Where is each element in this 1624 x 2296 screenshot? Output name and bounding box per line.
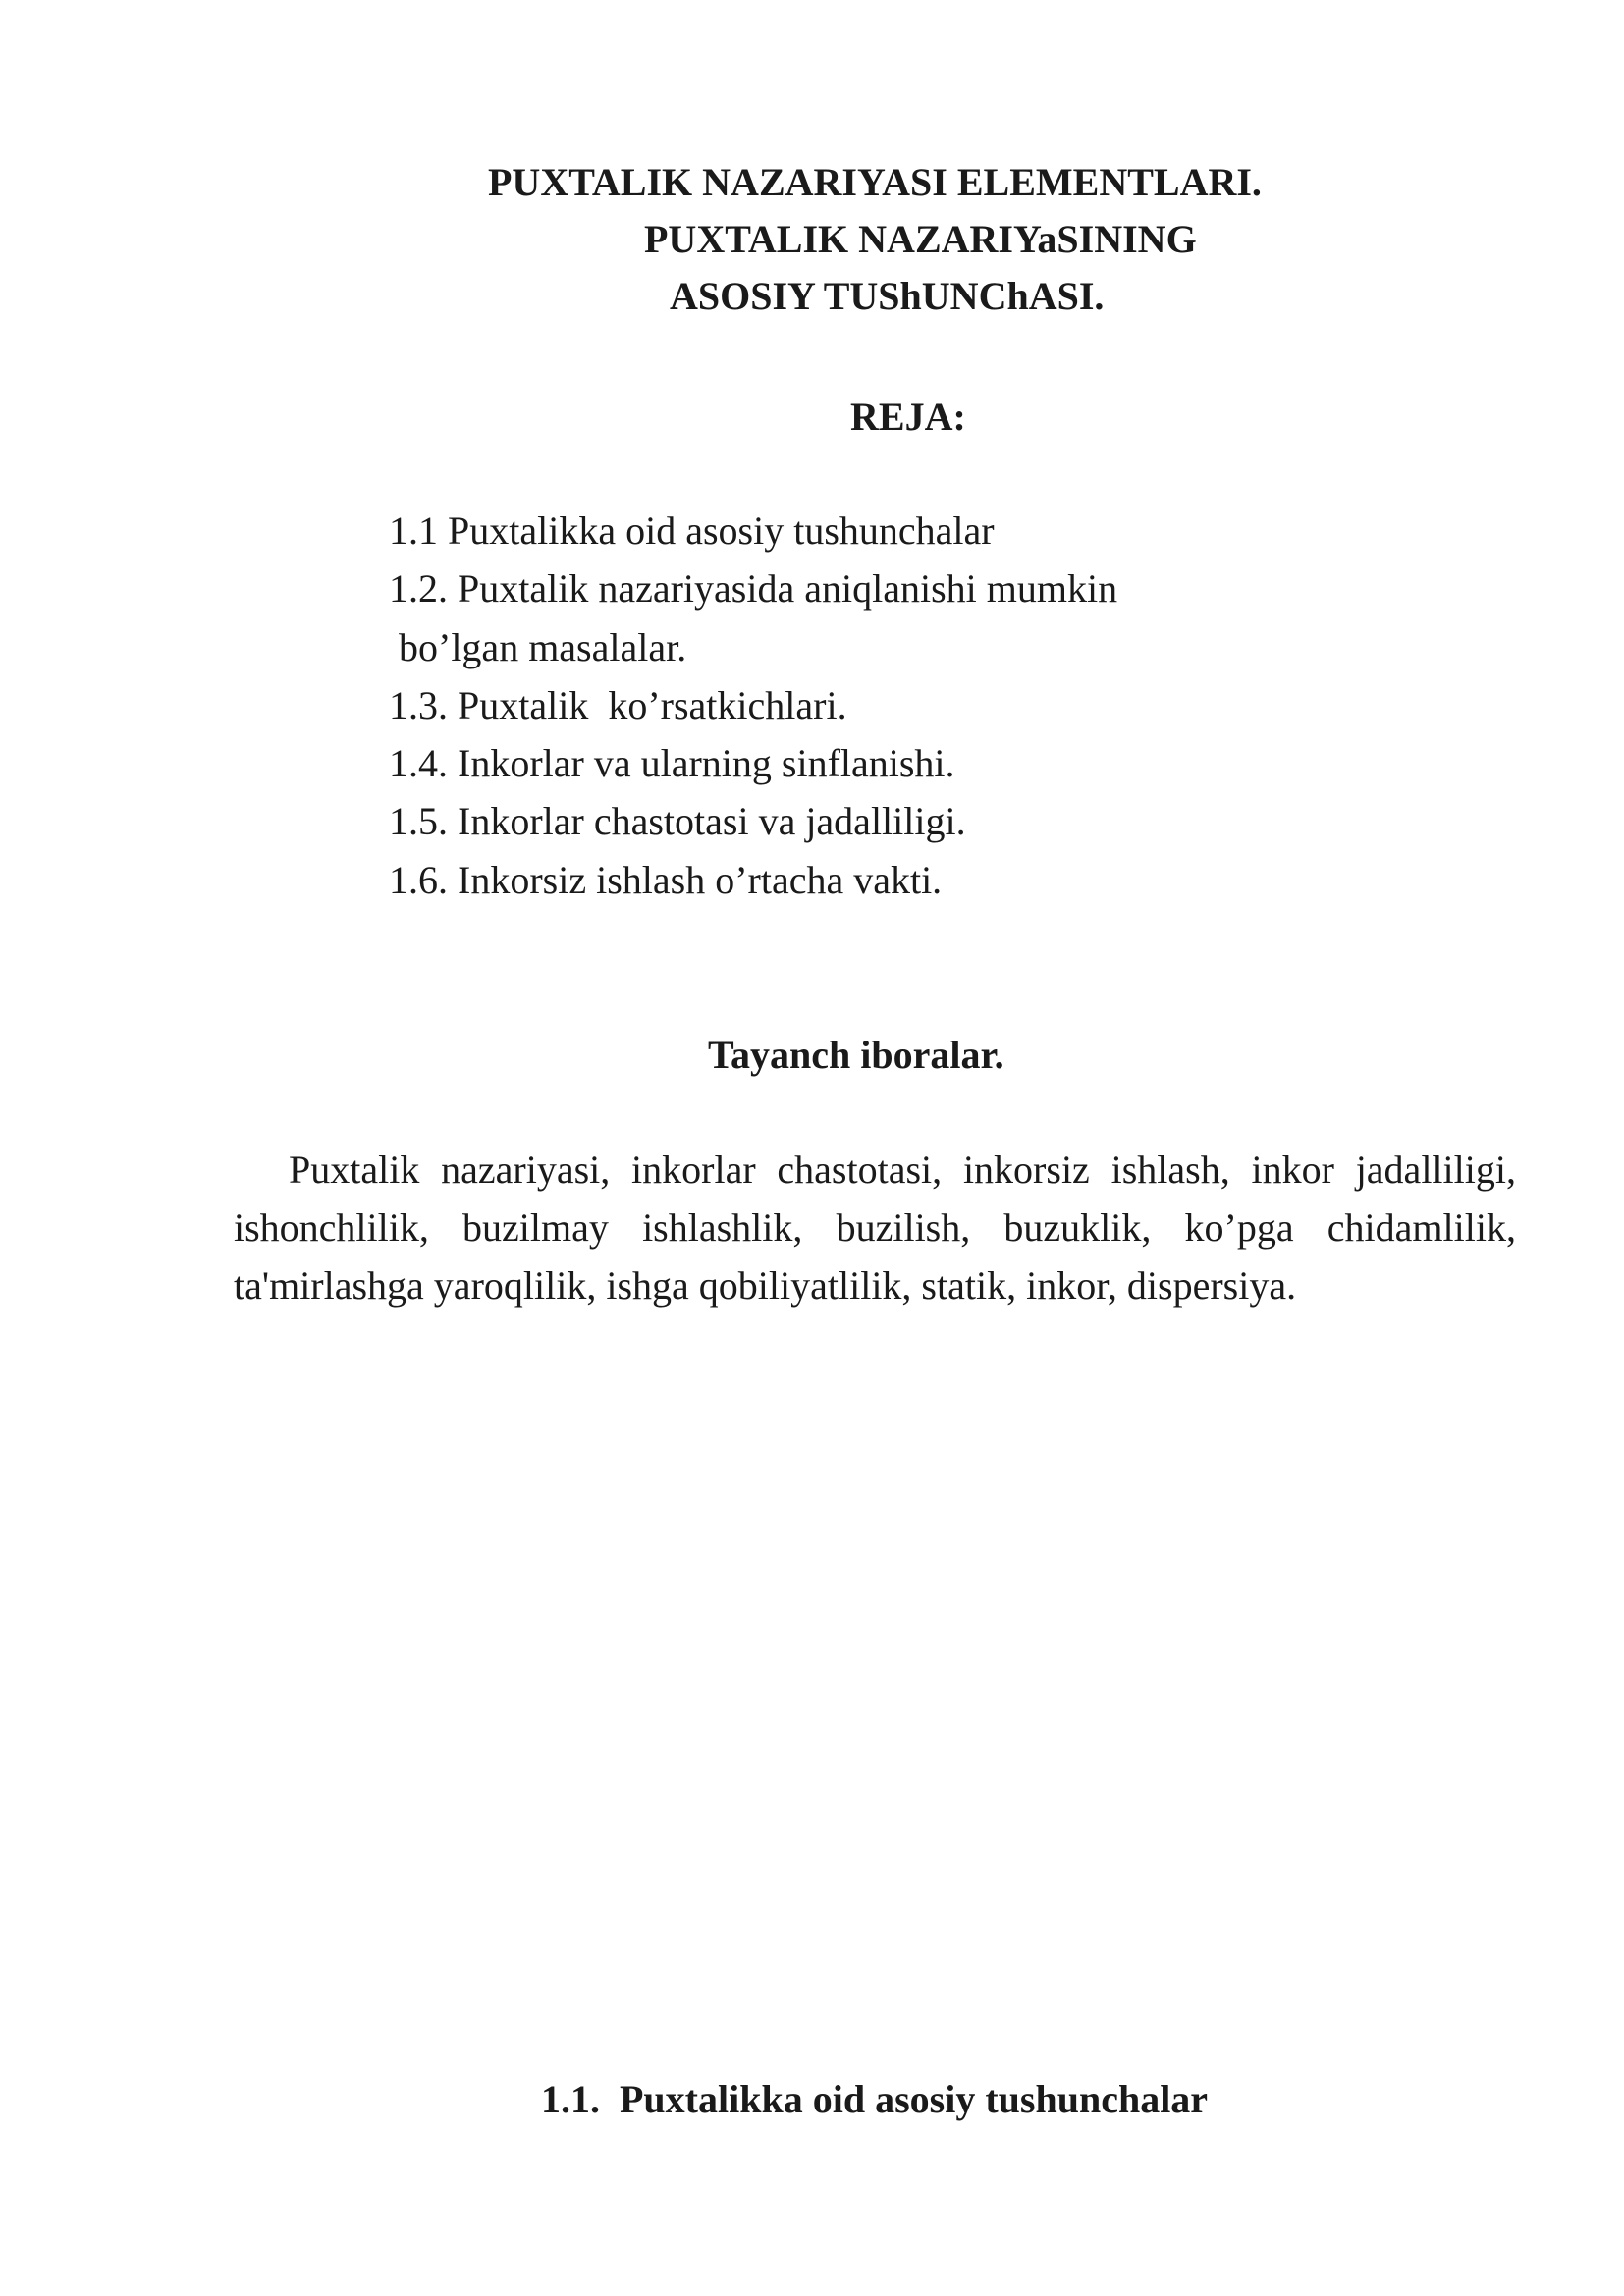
- keywords-paragraph: Puxtalik nazariyasi, inkorlar chastotasi, inkorsiz ishlash, inkor jadalliligi, ishonchlilik, buzilmay ishlashlik, buzilish, buzuklik, ko’pga chidamlilik, ta'mirlashga yaroqlilik, ishga qobiliyatlilik, statik, inkor, dispersiya.: [234, 1148, 1516, 1308]
- keywords-heading: Tayanch iboralar.: [708, 1033, 1004, 1077]
- title-line-3: ASOSIY TUShUNChASI.: [670, 274, 1105, 318]
- title-line-1: PUXTALIK NAZARIYASI ELEMENTLARI.: [488, 160, 1262, 204]
- plan-item: 1.1 Puxtalikka oid asosiy tushunchalar: [389, 508, 995, 553]
- plan-item: 1.2. Puxtalik nazariyasida aniqlanishi mumkin: [389, 566, 1118, 611]
- plan-item: 1.3. Puxtalik ko’rsatkichlari.: [389, 683, 847, 727]
- title-line-2: PUXTALIK NAZARIYaSINING: [644, 217, 1197, 261]
- plan-item: 1.6. Inkorsiz ishlash o’rtacha vakti.: [389, 858, 943, 902]
- plan-item: 1.4. Inkorlar va ularning sinflanishi.: [389, 741, 955, 785]
- plan-heading: REJA:: [850, 395, 966, 439]
- plan-item: 1.5. Inkorlar chastotasi va jadalliligi.: [389, 799, 966, 843]
- section-heading: 1.1. Puxtalikka oid asosiy tushunchalar: [541, 2077, 1209, 2121]
- plan-item: bo’lgan masalalar.: [389, 625, 687, 669]
